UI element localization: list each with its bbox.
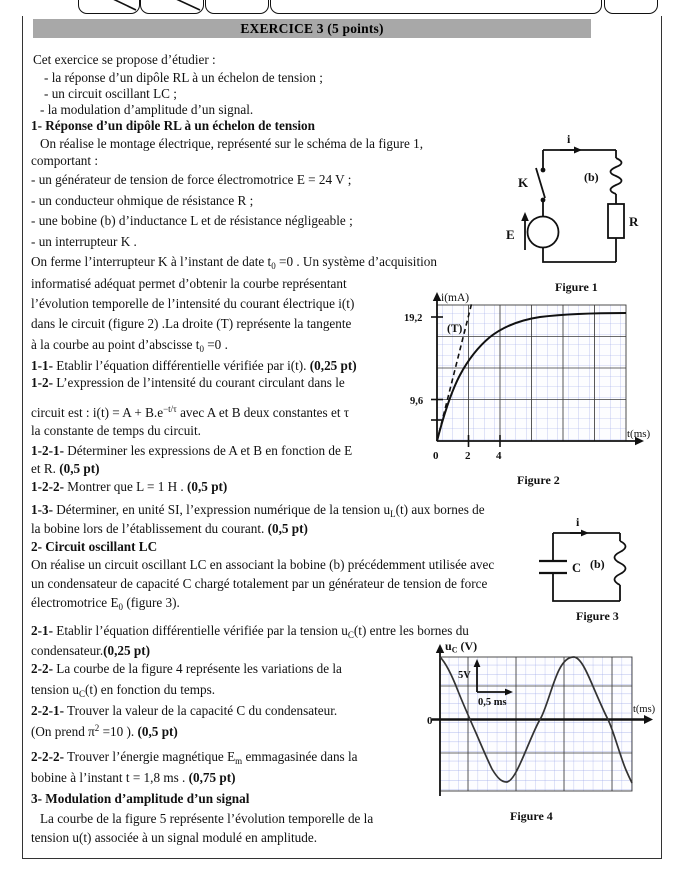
intro-bullet-3: - la modulation d’amplitude d’un signal. [40,102,254,117]
figure2-ytick-96: 9,6 [410,396,424,407]
question-1-3-line2 [31,521,308,537]
part2-line-2: un condensateur de capacité C chargé totalement par un générateur de tension de force [31,576,488,591]
question-2-2-number: 2-2- [31,661,53,676]
figure1-label-R: R [629,214,639,229]
header-box-3 [205,0,269,14]
header-box-4 [270,0,602,14]
figure4-origin-label: 0 [427,715,433,727]
figure-3-caption: Figure 3 [576,609,619,623]
question-2-2-2-cont: bobine à l’instant t = 1,8 ms . [31,770,189,785]
figure2-xlabel: t(ms) [627,428,651,440]
part1-line-11 [31,337,228,354]
question-1-3-text-a: Déterminer, en unité SI, l’expression numérique de la tension u [52,502,391,517]
question-1-2-1 [31,443,352,459]
intro-line-1: Cet exercice se propose d’étudier : [33,52,216,67]
question-2-2-cont-a: tension u [31,682,79,697]
question-2-2-1 [31,703,337,719]
question-1-3-number: 1-3- [31,502,53,517]
formula-it-pre: circuit est : i(t) = A + B.e [31,405,164,420]
figure2-ylabel: i(mA) [441,292,470,304]
figure-4-caption: Figure 4 [510,809,553,823]
part1-line-11c: =0 . [203,337,228,352]
question-1-3 [31,502,485,519]
part1-line-5: - une bobine (b) d’inductance L et de résistance négligeable ; [31,213,353,228]
part1-line-8: informatisé adéquat permet d’obtenir la courbe représentant [31,276,347,291]
figure2-xtick-0: 0 [433,450,439,462]
part3-line-2: tension u(t) associée à un signal modulé en amplitude. [31,830,318,845]
question-1-2-2-text: Montrer que L = 1 H . [63,479,188,494]
figure2-xtick-4: 4 [496,450,502,462]
uC-subscript-2: C [79,689,86,699]
question-1-2-1-text: Déterminer les expressions de A et B en fonction de E [63,443,353,458]
question-2-1-line2 [31,643,150,659]
figure4-xlabel: t(ms) [633,704,656,715]
question-2-1-text-b: (t) entre les bornes du [353,623,469,638]
figure1-label-b: (b) [584,170,599,184]
question-1-3-cont: la bobine lors de l’établissement du courant. [31,521,268,536]
part1-line-6: - un interrupteur K . [31,234,137,249]
question-2-2-2 [31,749,358,766]
part2-line-3 [31,595,180,612]
exercise-title-band [33,19,591,38]
question-1-1 [31,358,357,374]
question-2-2-1-number: 2-2-1- [31,703,64,718]
question-2-2-1-line2 [31,723,178,740]
question-1-3-points: (0,5 pt) [267,521,308,536]
part1-line-4: - un conducteur ohmique de résistance R ; [31,193,254,208]
part2-line-3a: électromotrice E [31,595,119,610]
question-2-2-2-text-b: emmagasinée dans la [242,749,358,764]
figure-1-caption: Figure 1 [555,280,598,294]
question-2-1-number: 2-1- [31,623,53,638]
part2-line-3c: (figure 3). [123,595,180,610]
part1-heading-text: 1- Réponse d’un dipôle RL à un échelon de tension [31,118,315,133]
figure2-ytick-192: 19,2 [404,313,423,324]
question-2-2-cont-b: (t) en fonction du temps. [85,682,216,697]
part2-heading-text: 2- Circuit oscillant LC [31,539,158,554]
part1-line-11a: à la courbe au point d’abscisse t [31,337,200,352]
question-1-1-text: Etablir l’équation différentielle vérifiée par i(t). [52,358,310,373]
question-2-2-2-line2 [31,770,236,786]
question-1-2-1-line2 [31,461,100,477]
uC-subscript-1: C [347,630,354,640]
figure-4-graph [420,636,660,811]
page-frame-bottom [22,858,662,859]
question-2-2-line2 [31,682,215,699]
page-header-cutoff-shapes [0,0,679,16]
figure4-scale-voltage: 5V [458,670,471,681]
question-1-2-text: L’expression de l’intensité du courant circulant dans le [52,375,345,390]
figure-3-circuit [528,515,653,611]
formula-it-line2: la constante de temps du circuit. [31,423,201,438]
question-2-1-cont: condensateur. [31,643,104,658]
part2-line-1: On réalise un circuit oscillant LC en associant la bobine (b) précédemment utilisée avec [31,557,495,572]
question-2-2-1-cont-b: =10 ). [99,724,138,739]
exercise-title: EXERCICE 3 (5 points) [240,20,384,36]
question-2-2-text: La courbe de la figure 4 représente les variations de la [52,661,342,676]
figure4-ylabel: $u_C$ (V) [445,639,478,655]
part1-line-3: - un générateur de tension de force électromotrice E = 24 V ; [31,172,352,187]
part1-line-7 [31,254,437,271]
part1-line-9: l’évolution temporelle de l’intensité du courant électrique i(t) [31,296,355,311]
figure-2-graph [400,292,650,477]
part1-line-2: comportant : [31,153,99,168]
part1-line-1: On réalise le montage électrique, représenté sur le schéma de la figure 1, [40,136,423,151]
t-zero-subscript: 0 [271,261,276,271]
question-2-2-1-cont-a: (On prend π [31,724,95,739]
figure-1-circuit [498,128,648,273]
part3-heading [31,791,249,807]
figure3-label-C: C [572,561,582,575]
formula-it-exponent: −t/τ [163,404,177,414]
header-diagonal-lines [78,0,208,14]
question-1-2-2 [31,479,227,495]
figure-2-caption: Figure 2 [517,473,560,487]
question-2-2 [31,661,342,677]
figure2-tangent-label: (T) [447,323,463,335]
question-2-2-2-text-a: Trouver l’énergie magnétique E [63,749,236,764]
question-2-2-2-number: 2-2-2- [31,749,64,764]
figure1-label-E: E [506,227,515,242]
question-1-2-1-number: 1-2-1- [31,443,64,458]
figure1-label-i: i [567,132,571,146]
part3-line-1: La courbe de la figure 5 représente l’évolution temporelle de la [40,811,374,826]
question-1-2-1-cont: et R. [31,461,60,476]
question-1-3-text-b: (t) aux bornes de [395,502,485,517]
Em-subscript: m [235,756,243,766]
part1-line-7c: =0 . Un système d’acquisition [275,254,437,269]
figure1-label-K: K [518,175,529,190]
question-2-1-points: (0,25 pt) [103,643,151,658]
question-2-2-1-points: (0,5 pt) [137,724,178,739]
intro-bullet-1: - la réponse d’un dipôle RL à un échelon de tension ; [44,70,323,85]
part3-heading-text: 3- Modulation d’amplitude d’un signal [31,791,250,806]
formula-it [31,404,349,421]
uL-subscript: L [390,509,396,519]
part2-heading [31,539,157,555]
intro-bullet-2: - un circuit oscillant LC ; [44,86,177,101]
pi-squared-exponent: 2 [94,723,100,733]
question-1-2-2-points: (0,5 pt) [187,479,228,494]
part1-line-7a: On ferme l’interrupteur K à l’instant de date t [31,254,272,269]
question-1-1-points: (0,25 pt) [309,358,357,373]
question-2-2-2-points: (0,75 pt) [188,770,236,785]
part1-line-10: dans le circuit (figure 2) .La droite (T) représente la tangente [31,316,352,331]
question-2-2-1-text: Trouver la valeur de la capacité C du condensateur. [63,703,338,718]
question-1-2-2-number: 1-2-2- [31,479,64,494]
figure3-label-i: i [576,515,580,529]
figure4-scale-time: 0,5 ms [478,697,507,708]
question-1-1-number: 1-1- [31,358,53,373]
question-1-2 [31,375,345,391]
t-zero-subscript-2: 0 [199,344,204,354]
part1-heading [31,118,315,134]
E0-subscript: 0 [118,602,124,612]
question-1-2-1-points: (0,5 pt) [59,461,100,476]
formula-it-post: avec A et B deux constantes et τ [176,405,350,420]
header-box-5 [604,0,658,14]
figure3-label-b: (b) [590,557,605,571]
question-2-1-text-a: Etablir l’équation différentielle vérifiée par la tension u [52,623,348,638]
question-1-2-number: 1-2- [31,375,53,390]
question-2-1 [31,623,469,640]
figure2-xtick-2: 2 [465,450,471,462]
